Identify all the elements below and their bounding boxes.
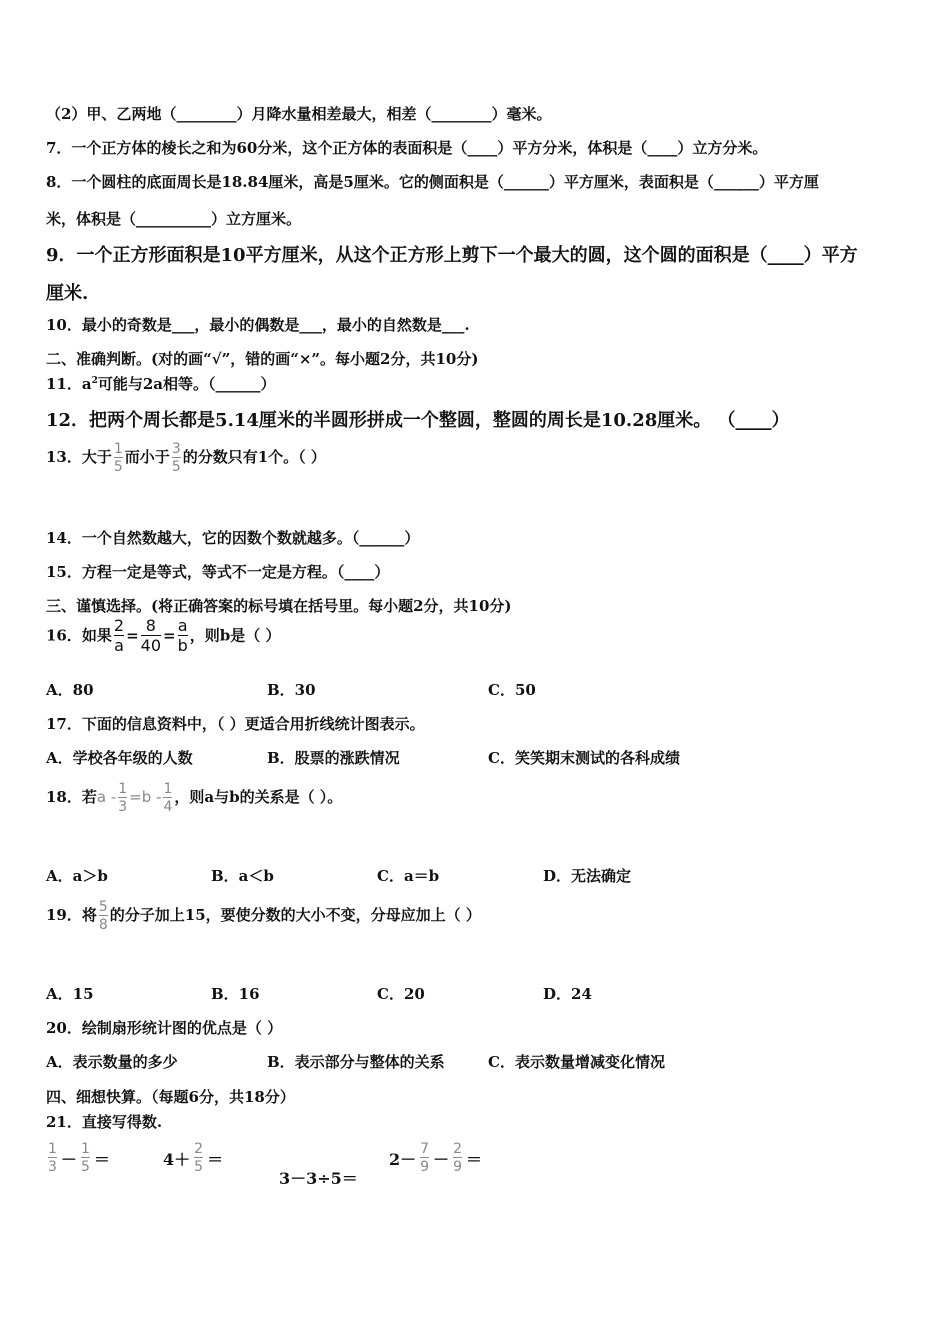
q16-post: ，则b是（ ） [189,626,281,645]
calc-expression-1 [46,1142,110,1174]
q13-pre: 13．大于 [46,448,112,467]
q18-equals-b-minus: =b - [129,788,162,807]
question-9-line-1: 9．一个正方形面积是10平方厘米，从这个正方形上剪下一个最大的圆，这个圆的面积是（____）平方 [46,245,858,266]
q13-f2-denominator: 5 [171,458,181,475]
calc1-f1-numerator: 1 [48,1141,57,1157]
calc4-equals: ＝ [466,1149,483,1169]
question-14: 14．一个自然数越大，它的因数个数就越多。（______） [46,529,420,547]
q16-f1-denominator: a [114,635,124,655]
q16-f3-numerator: a [177,616,188,635]
calc4-f2-denominator: 9 [453,1158,462,1175]
q16-option-a: A．80 [46,681,94,699]
section-3-heading: 三、谨慎选择。(将正确答案的标号填在括号里。每小题2分，共10分) [46,597,512,615]
q16-option-c: C．50 [488,681,536,699]
q16-equals-1: = [126,626,139,645]
q20-option-a: A．表示数量的多少 [46,1053,178,1071]
q18-f2-numerator: 1 [163,781,173,797]
q16-f2-numerator: 8 [145,616,156,635]
q13-fraction-1 [114,442,123,474]
calc2-equals: ＝ [207,1149,224,1169]
question-13 [46,442,326,474]
q13-f1-numerator: 1 [113,441,123,457]
q16-option-b: B．30 [267,681,316,699]
q19-pre: 19．将 [46,906,97,925]
q18-option-d: D．无法确定 [543,867,632,885]
q19-option-c: C．20 [377,985,425,1003]
q19-option-a: A．15 [46,985,94,1003]
calc2-numerator: 2 [194,1141,204,1157]
q16-pre: 16．如果 [46,626,112,645]
q19-option-b: B．16 [211,985,260,1003]
calc1-f2-denominator: 5 [80,1158,90,1175]
q18-option-b: B．a＜b [211,867,274,885]
calc2-pre: 4＋ [163,1149,191,1169]
q18-post: ，则a与b的关系是（ ）。 [174,788,343,807]
question-15: 15．方程一定是等式，等式不一定是方程。（____） [46,563,390,581]
section-4-heading: 四、细想快算。（每题6分，共18分） [46,1088,295,1106]
section-2-heading: 二、准确判断。(对的画“√”，错的画“×”。每小题2分，共10分) [46,350,479,368]
calc1-f1-denominator: 3 [48,1158,57,1175]
q16-f2-denominator: 40 [140,635,161,655]
q19-denominator: 8 [98,916,108,933]
calc-expression-4 [389,1142,482,1174]
q17-option-a: A．学校各年级的人数 [46,749,193,767]
calc-expression-2 [163,1142,223,1174]
q18-fraction-2 [163,782,172,814]
question-8-line-1: 8．一个圆柱的底面周长是18.84厘米，高是5厘米。它的侧面积是（______）平方厘米，表面积是（______）平方厘 [46,173,819,191]
q16-fraction-2 [141,618,161,655]
q16-f1-numerator: 2 [113,616,125,635]
calc1-fraction-1 [48,1142,57,1174]
q18-f1-denominator: 3 [118,798,128,815]
calc1-fraction-2 [81,1142,90,1174]
calc4-f1-denominator: 9 [420,1158,430,1175]
question-18 [46,782,342,814]
calc2-denominator: 5 [194,1158,204,1175]
calc4-operator: － [433,1149,450,1169]
q16-equals-2: = [163,626,176,645]
question-7: 7．一个正方体的棱长之和为60分米，这个正方体的表面积是（____）平方分米，体积是（____）立方分米。 [46,139,768,157]
q18-pre: 18．若 [46,788,97,807]
q19-post: 的分子加上15，要使分数的大小不变，分母应加上（ ） [109,906,481,925]
question-21: 21．直接写得数. [46,1113,163,1131]
q11-pre: 11．a [46,375,92,393]
q16-f3-denominator: b [177,635,188,655]
question-6-2: （2）甲、乙两地（________）月降水量相差最大，相差（________）毫米。 [46,105,552,123]
q19-option-d: D．24 [543,985,592,1003]
question-19 [46,900,481,932]
calc1-equals: ＝ [93,1149,110,1169]
q13-mid: 而小于 [124,448,170,467]
q18-f2-denominator: 4 [163,798,173,815]
calc4-f1-numerator: 7 [420,1141,430,1157]
q19-fraction [99,900,108,932]
question-12: 12．把两个周长都是5.14厘米的半圆形拼成一个整圆，整圆的周长是10.28厘米。 （____） [46,410,790,431]
q13-f1-denominator: 5 [113,458,123,475]
q11-post: 可能与2a相等。（______） [97,375,276,393]
q11-exponent: 2 [91,376,98,386]
calc4-f2-numerator: 2 [453,1141,462,1157]
calc4-pre: 2－ [389,1149,417,1169]
q13-f2-numerator: 3 [171,441,181,457]
calc4-fraction-2 [453,1142,462,1174]
calc2-fraction [194,1142,203,1174]
q16-fraction-3 [178,618,188,655]
question-17: 17．下面的信息资料中，（ ）更适合用折线统计图表示。 [46,715,425,733]
question-16 [46,618,280,655]
q13-fraction-2 [172,442,181,474]
question-9-line-2: 厘米. [46,283,89,304]
q17-option-c: C．笑笑期末测试的各科成绩 [488,749,680,767]
q20-option-b: B．表示部分与整体的关系 [267,1053,445,1071]
q20-option-c: C．表示数量增减变化情况 [488,1053,665,1071]
question-11 [46,373,276,394]
q19-numerator: 5 [98,899,108,915]
q18-fraction-1 [118,782,127,814]
calc-expression-3: 3－3÷5＝ [279,1169,358,1188]
calc4-fraction-1 [420,1142,429,1174]
question-20: 20．绘制扇形统计图的优点是（ ） [46,1019,283,1037]
q18-option-a: A．a＞b [46,867,108,885]
q18-option-c: C．a＝b [377,867,440,885]
q17-option-b: B．股票的涨跌情况 [267,749,400,767]
calc1-f2-numerator: 1 [80,1141,90,1157]
calc1-operator: － [60,1149,77,1169]
q16-fraction-1 [114,618,124,655]
q18-f1-numerator: 1 [118,781,128,797]
question-10: 10．最小的奇数是___，最小的偶数是___，最小的自然数是___. [46,316,470,334]
question-8-line-2: 米，体积是（__________）立方厘米。 [46,210,302,228]
q18-a-minus: a - [96,788,117,807]
q13-post: 的分数只有1个。（ ） [182,448,326,467]
